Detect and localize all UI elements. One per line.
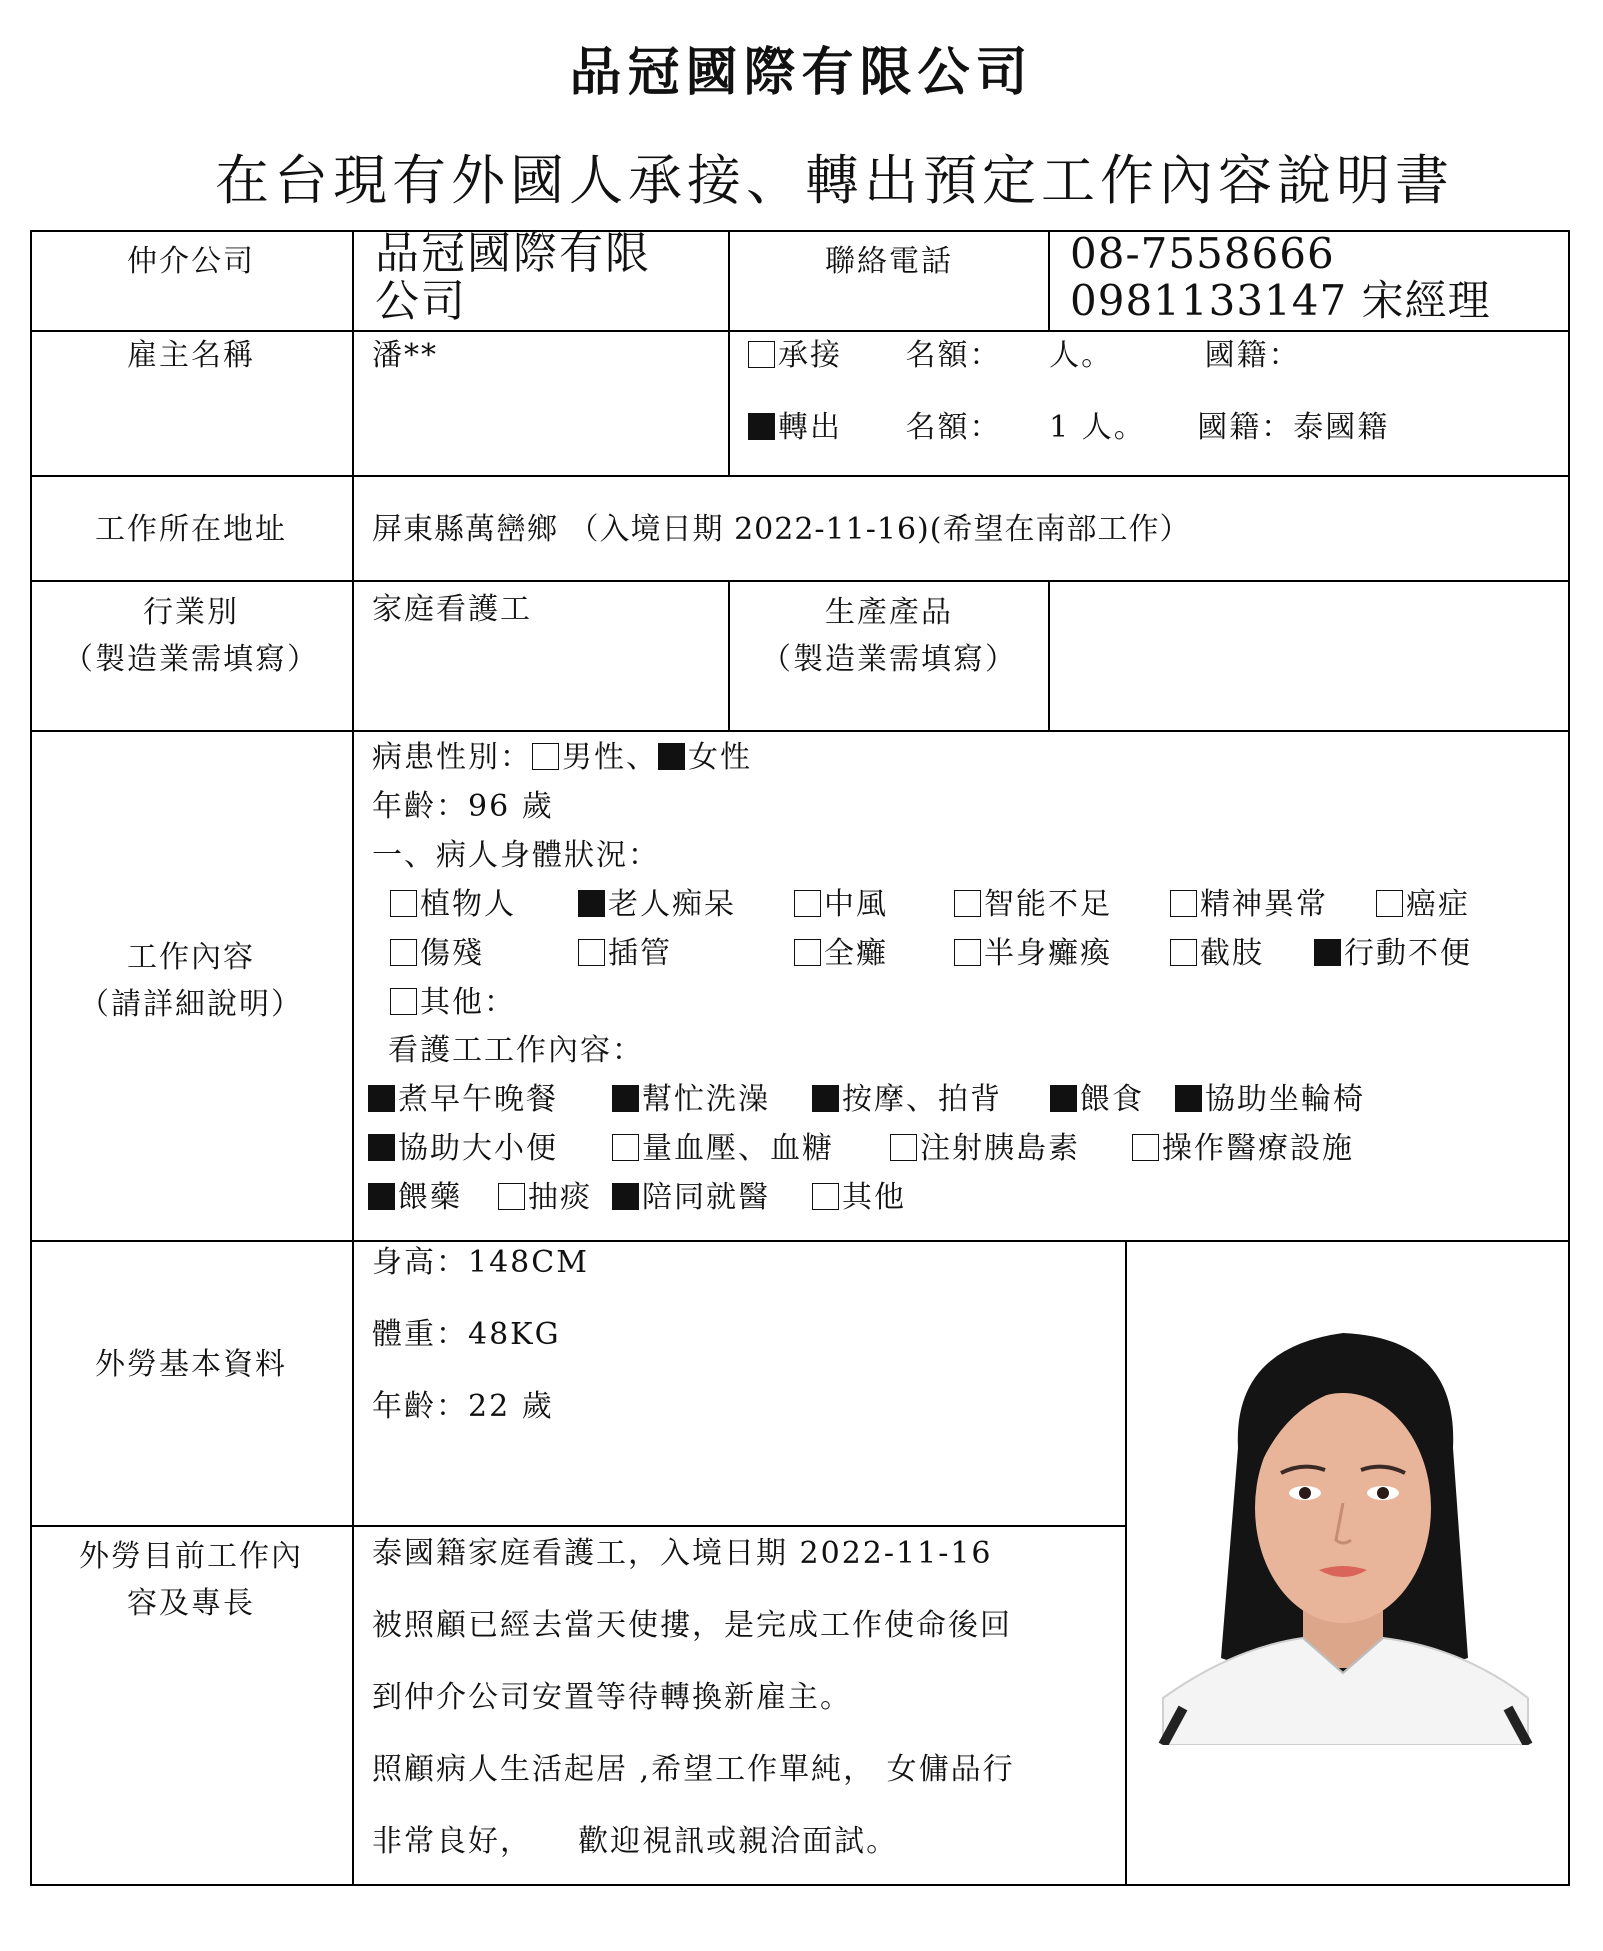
condition-checkbox[interactable] [794,939,821,966]
task-item [612,1129,834,1169]
transfer-row [748,408,1389,448]
condition-checkbox[interactable] [390,939,417,966]
task-item [612,1080,770,1120]
task-checkbox[interactable] [812,1085,839,1112]
condition-checkbox[interactable] [578,939,605,966]
table-rule [30,330,1570,332]
takeover-row [748,336,1301,376]
task-label: 操作醫療設施 [1162,1131,1354,1166]
condition-label: 智能不足 [984,887,1112,922]
condition-item [1170,934,1264,974]
condition-checkbox[interactable] [1376,890,1403,917]
condition-item [578,885,736,925]
condition-label: 植物人 [420,887,516,922]
condition-checkbox[interactable] [1314,939,1341,966]
worker-height: 身高：148CM [372,1245,589,1280]
task-label: 其他 [842,1180,906,1215]
transfer-nationality: 國籍：泰國籍 [1197,410,1390,445]
female-checkbox[interactable] [658,743,685,770]
condition-checkbox[interactable] [954,939,981,966]
task-label: 注射胰島素 [920,1131,1080,1166]
task-checkbox[interactable] [1132,1134,1159,1161]
condition-item [794,885,888,925]
work-label-line2: （請詳細說明） [79,986,303,1022]
task-item [1132,1129,1354,1169]
task-item [812,1178,906,1218]
patient-age: 年齡：96 歲 [372,789,554,824]
task-checkbox[interactable] [1175,1085,1202,1112]
product-label [730,590,1048,683]
address-value: 屏東縣萬巒鄉 （入境日期 2022-11-16)(希望在南部工作） [372,512,1191,547]
condition-checkbox[interactable] [794,890,821,917]
patient-gender-row [372,738,752,778]
task-item [890,1129,1080,1169]
work-label-line1: 工作內容 [127,940,255,975]
agency-value-line2: 公司 [375,275,467,327]
task-checkbox[interactable] [612,1085,639,1112]
task-checkbox[interactable] [612,1183,639,1210]
industry-label-line1: 行業別 [143,595,239,630]
condition-item [794,934,888,974]
skills-label-line2: 容及專長 [127,1585,255,1621]
table-rule [30,580,1570,582]
condition-heading: 一、病人身體狀況： [372,838,660,873]
skills-line: 照顧病人生活起居 ,希望工作單純， 女傭品行 [372,1752,1015,1787]
product-label-line2: （製造業需填寫） [761,641,1017,677]
industry-value: 家庭看護工 [372,592,532,627]
task-item [368,1129,558,1169]
worker-weight: 體重：48KG [372,1317,561,1352]
care-heading: 看護工工作內容： [388,1033,644,1068]
industry-label-line2: （製造業需填寫） [63,641,319,677]
table-rule [1568,230,1570,1886]
task-label: 餵藥 [398,1180,462,1215]
worker-photo [1143,1278,1544,1745]
gender-label: 病患性別： [372,740,532,775]
task-checkbox[interactable] [368,1085,395,1112]
task-item [1175,1080,1365,1120]
task-label: 量血壓、血糖 [642,1131,834,1166]
male-checkbox[interactable] [532,743,559,770]
table-rule [30,730,1570,732]
condition-label: 癌症 [1406,887,1470,922]
skills-line: 非常良好， 歡迎視訊或親洽面試。 [372,1824,899,1859]
task-label: 抽痰 [528,1180,592,1215]
gender-female-label: 女性 [688,740,752,775]
skills-label [30,1534,352,1627]
takeover-quota-label: 名額： [905,338,1002,373]
task-item [812,1080,1002,1120]
condition-label: 中風 [824,887,888,922]
condition-item [390,885,516,925]
task-checkbox[interactable] [368,1134,395,1161]
condition-checkbox[interactable] [390,988,417,1015]
skills-label-line1: 外勞目前工作內 [79,1539,303,1574]
condition-checkbox[interactable] [578,890,605,917]
table-rule [1048,580,1050,730]
task-checkbox[interactable] [1050,1085,1077,1112]
table-rule [30,1240,1570,1242]
condition-checkbox[interactable] [954,890,981,917]
condition-label: 截肢 [1200,936,1264,971]
task-label: 陪同就醫 [642,1180,770,1215]
worker-label: 外勞基本資料 [95,1347,287,1382]
address-label: 工作所在地址 [95,512,287,547]
condition-item [1314,934,1472,974]
task-checkbox[interactable] [498,1183,525,1210]
agency-value [375,230,725,325]
task-label: 餵食 [1080,1082,1144,1117]
transfer-checkbox[interactable] [748,413,775,440]
condition-label: 傷殘 [420,936,484,971]
table-rule [30,230,32,1886]
condition-label: 其他： [420,985,516,1020]
task-checkbox[interactable] [368,1183,395,1210]
condition-checkbox[interactable] [390,890,417,917]
task-item [612,1178,770,1218]
phone-line2: 0981133147 宋經理 [1070,276,1491,326]
portrait-image [1143,1278,1544,1745]
condition-item [1376,885,1470,925]
phone-value [1070,230,1565,324]
skills-line: 到仲介公司安置等待轉換新雇主。 [372,1680,852,1715]
task-label: 協助大小便 [398,1131,558,1166]
task-label: 幫忙洗澡 [642,1082,770,1117]
task-label: 協助坐輪椅 [1205,1082,1365,1117]
task-label: 煮早午晚餐 [398,1082,558,1117]
table-rule [30,475,1570,477]
condition-checkbox[interactable] [1170,939,1197,966]
condition-checkbox[interactable] [1170,890,1197,917]
task-checkbox[interactable] [612,1134,639,1161]
takeover-nationality-label: 國籍： [1204,338,1301,373]
condition-label: 半身癱瘓 [984,936,1112,971]
task-item [498,1178,592,1218]
condition-item [1170,885,1328,925]
condition-label: 插管 [608,936,672,971]
task-checkbox[interactable] [812,1183,839,1210]
employer-value: 潘** [372,338,438,373]
table-rule [30,1525,1125,1527]
condition-item [390,934,484,974]
condition-label: 全癱 [824,936,888,971]
gender-male-label: 男性、 [562,740,658,775]
work-label [30,935,352,1028]
takeover-label: 承接 [778,338,842,373]
agency-label: 仲介公司 [127,244,255,279]
condition-label: 老人痴呆 [608,887,736,922]
product-label-line1: 生產產品 [825,595,953,630]
transfer-label: 轉出 [778,410,842,445]
condition-item [954,934,1112,974]
task-item [368,1178,462,1218]
skills-line: 被照顧已經去當天使摟，是完成工作使命後回 [372,1608,1012,1643]
condition-item [954,885,1112,925]
task-checkbox[interactable] [890,1134,917,1161]
worker-age: 年齡：22 歲 [372,1389,554,1424]
table-rule [352,230,354,1886]
takeover-checkbox[interactable] [748,341,775,368]
takeover-quota-value: 人。 [1049,338,1114,373]
transfer-quota-value: 1 人。 [1049,410,1146,445]
phone-line1: 08-7558666 [1070,229,1335,278]
table-rule [1048,230,1050,330]
industry-label [30,590,352,683]
table-rule [1125,1240,1127,1886]
table-rule [30,1884,1570,1886]
phone-label: 聯絡電話 [825,244,953,279]
agency-value-line1: 品冠國際有限 [375,228,651,279]
condition-item [578,934,672,974]
condition-label: 精神異常 [1200,887,1328,922]
task-label: 按摩、拍背 [842,1082,1002,1117]
company-title: 品冠國際有限公司 [569,43,1034,103]
employer-label: 雇主名稱 [127,338,255,373]
document-title: 在台現有外國人承接、轉出預定工作內容說明書 [215,149,1454,212]
transfer-quota-label: 名額： [905,410,1002,445]
condition-label: 行動不便 [1344,936,1472,971]
task-item [368,1080,558,1120]
condition-item [390,983,516,1023]
skills-line: 泰國籍家庭看護工，入境日期 2022-11-16 [372,1536,993,1571]
task-item [1050,1080,1144,1120]
